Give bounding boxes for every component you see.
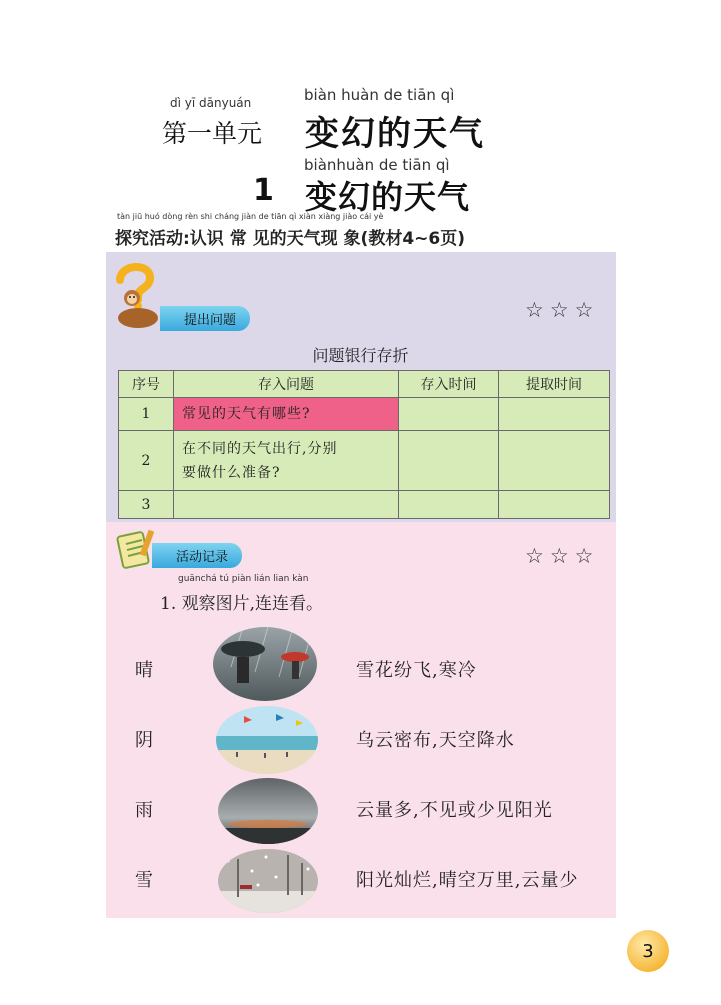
- row-deposit-time[interactable]: [399, 491, 499, 519]
- description-overcast[interactable]: 云量多,不见或少见阳光: [356, 800, 553, 821]
- row-question[interactable]: [174, 491, 399, 519]
- instruction-text: 1. 观察图片,连连看。: [160, 594, 324, 614]
- description-snow[interactable]: 雪花纷飞,寒冷: [356, 660, 477, 681]
- row-question-line1: 在不同的天气出行,分别: [182, 440, 338, 457]
- cloudy-photo[interactable]: [218, 778, 318, 844]
- row-no: 3: [119, 491, 174, 519]
- weather-label-rain[interactable]: 雨: [135, 800, 153, 821]
- table-header-row: [119, 371, 610, 398]
- record-stars-rating[interactable]: ☆☆☆: [525, 544, 600, 568]
- instruction-pinyin: guānchá tú piàn lián lian kàn: [178, 574, 309, 584]
- activity-title: 探究活动:认识 常 见的天气现 象(教材4~6页): [115, 229, 465, 249]
- row-withdraw-time[interactable]: [499, 431, 610, 491]
- lesson-title: 变幻的天气: [305, 178, 471, 216]
- lesson-number: 1: [253, 173, 274, 208]
- table-row: [119, 491, 610, 519]
- description-rain[interactable]: 乌云密布,天空降水: [356, 730, 515, 751]
- header-no: 序号: [119, 371, 174, 398]
- row-withdraw-time[interactable]: [499, 491, 610, 519]
- table-row: [119, 431, 610, 491]
- description-sunny[interactable]: 阳光灿烂,晴空万里,云量少: [356, 870, 579, 891]
- unit-label-pinyin: dì yī dānyuán: [170, 96, 252, 110]
- row-question[interactable]: [174, 431, 399, 491]
- weather-label-overcast[interactable]: 阴: [135, 730, 153, 751]
- unit-title-pinyin: biàn huàn de tiān qì: [304, 86, 455, 104]
- unit-title: 变幻的天气: [305, 114, 485, 154]
- row-withdraw-time[interactable]: [499, 398, 610, 431]
- unit-label: 第一单元: [162, 119, 263, 148]
- row-question-line2: 要做什么准备?: [182, 464, 281, 481]
- record-section-tag: 活动记录: [152, 543, 242, 568]
- question-bank-table: [118, 370, 610, 519]
- weather-label-sunny[interactable]: 晴: [135, 660, 153, 681]
- question-mark-monkey-icon: [108, 258, 168, 328]
- weather-label-snow[interactable]: 雪: [135, 870, 153, 891]
- rain-photo[interactable]: [213, 627, 317, 701]
- snow-photo[interactable]: [218, 849, 318, 913]
- header-withdraw-time: 提取时间: [499, 371, 610, 398]
- row-deposit-time[interactable]: [399, 398, 499, 431]
- bank-title: 问题银行存折: [312, 346, 409, 365]
- activity-pinyin: tàn jiū huó dòng rèn shi cháng jiàn de tiān qì xiàn xiàng jiào cái yè: [117, 212, 384, 221]
- question-stars-rating[interactable]: ☆☆☆: [525, 298, 600, 322]
- question-section-tag: 提出问题: [160, 306, 250, 331]
- row-no: 1: [119, 398, 174, 431]
- header-question: 存入问题: [174, 371, 399, 398]
- page-number: 3: [627, 930, 669, 972]
- row-no: 2: [119, 431, 174, 491]
- row-deposit-time[interactable]: [399, 431, 499, 491]
- lesson-title-pinyin: biànhuàn de tiān qì: [304, 156, 450, 174]
- row-question[interactable]: 常见的天气有哪些?: [174, 398, 399, 431]
- beach-photo[interactable]: [216, 706, 318, 774]
- table-row: [119, 398, 610, 431]
- header-deposit-time: 存入时间: [399, 371, 499, 398]
